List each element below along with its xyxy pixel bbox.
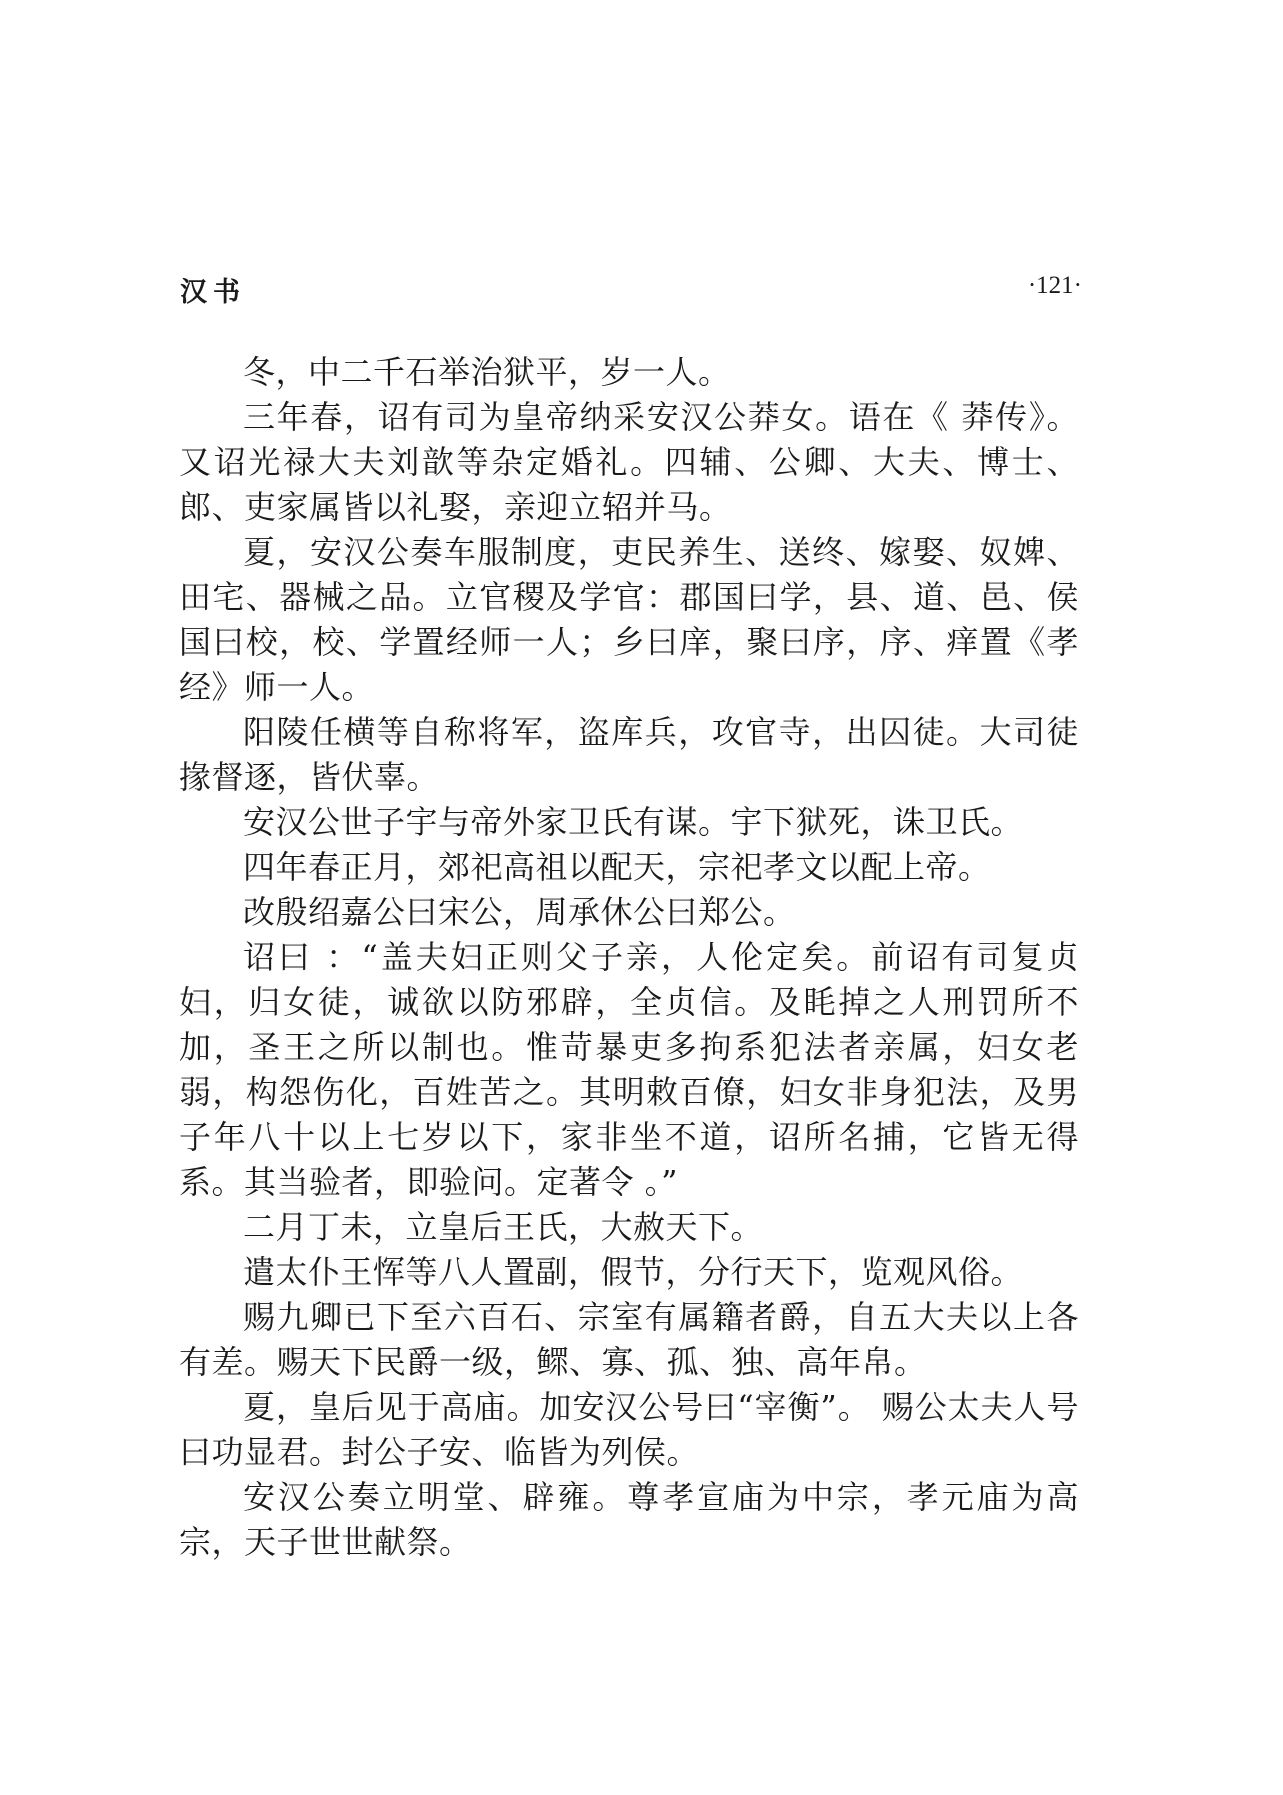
paragraph: 夏，安汉公奏车服制度，吏民养生、送终、嫁娶、奴婢、田宅、器械之品。立官稷及学官：郡国曰学，县、道、邑、侯国曰校，校、学置经师一人；乡曰庠，聚曰序，序、痒置《孝经》师一人。 [179, 533, 1079, 706]
paragraph: 阳陵任横等自称将军，盗库兵，攻官寺，出囚徒。大司徒掾督逐，皆伏辜。 [179, 713, 1079, 796]
book-title: 汉书 [180, 277, 246, 308]
paragraph: 三年春，诏有司为皇帝纳采安汉公莽女。语在《 莽传》。又诏光禄大夫刘歆等杂定婚礼。四辅、公卿、大夫、博士、郎、吏家属皆以礼娶，亲迎立轺并马。 [179, 398, 1079, 526]
paragraph: 安汉公世子宇与帝外家卫氏有谋。宇下狱死，诛卫氏。 [243, 803, 1024, 841]
body-text [179, 350, 1079, 1565]
paragraph: 四年春正月，郊祀高祖以配天，宗祀孝文以配上帝。 [243, 848, 991, 886]
paragraph: 夏，皇后见于高庙。加安汉公号曰“宰衡”。 赐公太夫人号曰功显君。封公子安、临皆为列侯。 [179, 1388, 1079, 1471]
page-number: ·121· [1027, 272, 1082, 299]
paragraph: 二月丁未，立皇后王氏，大赦天下。 [243, 1208, 764, 1246]
paragraph: 冬，中二千石举治狱平，岁一人。 [243, 353, 731, 391]
paragraph: 诏曰 ：“盖夫妇正则父子亲，人伦定矣。前诏有司复贞妇，归女徒，诚欲以防邪辟，全贞信。及眊掉之人刑罚所不加，圣王之所以制也。惟苛暴吏多拘系犯法者亲属，妇女老弱，构怨伤化，百姓苦之。其明敕百僚，妇女非身犯法，及男子年八十以上七岁以下，家非坐不道，诏所名捕，它皆无得系。其当验者，即验问。定著令 。” [179, 938, 1079, 1201]
paragraph: 安汉公奏立明堂、辟雍。尊孝宣庙为中宗，孝元庙为高宗，天子世世献祭。 [179, 1478, 1079, 1561]
running-header [180, 270, 1082, 310]
paragraph: 遣太仆王恽等八人置副，假节，分行天下，览观风俗。 [243, 1253, 1024, 1291]
paragraph: 改殷绍嘉公曰宋公，周承休公曰郑公。 [243, 893, 796, 931]
paragraph: 赐九卿已下至六百石、宗室有属籍者爵，自五大夫以上各有差。赐天下民爵一级，鳏、寡、孤、独、高年帛。 [179, 1298, 1079, 1381]
